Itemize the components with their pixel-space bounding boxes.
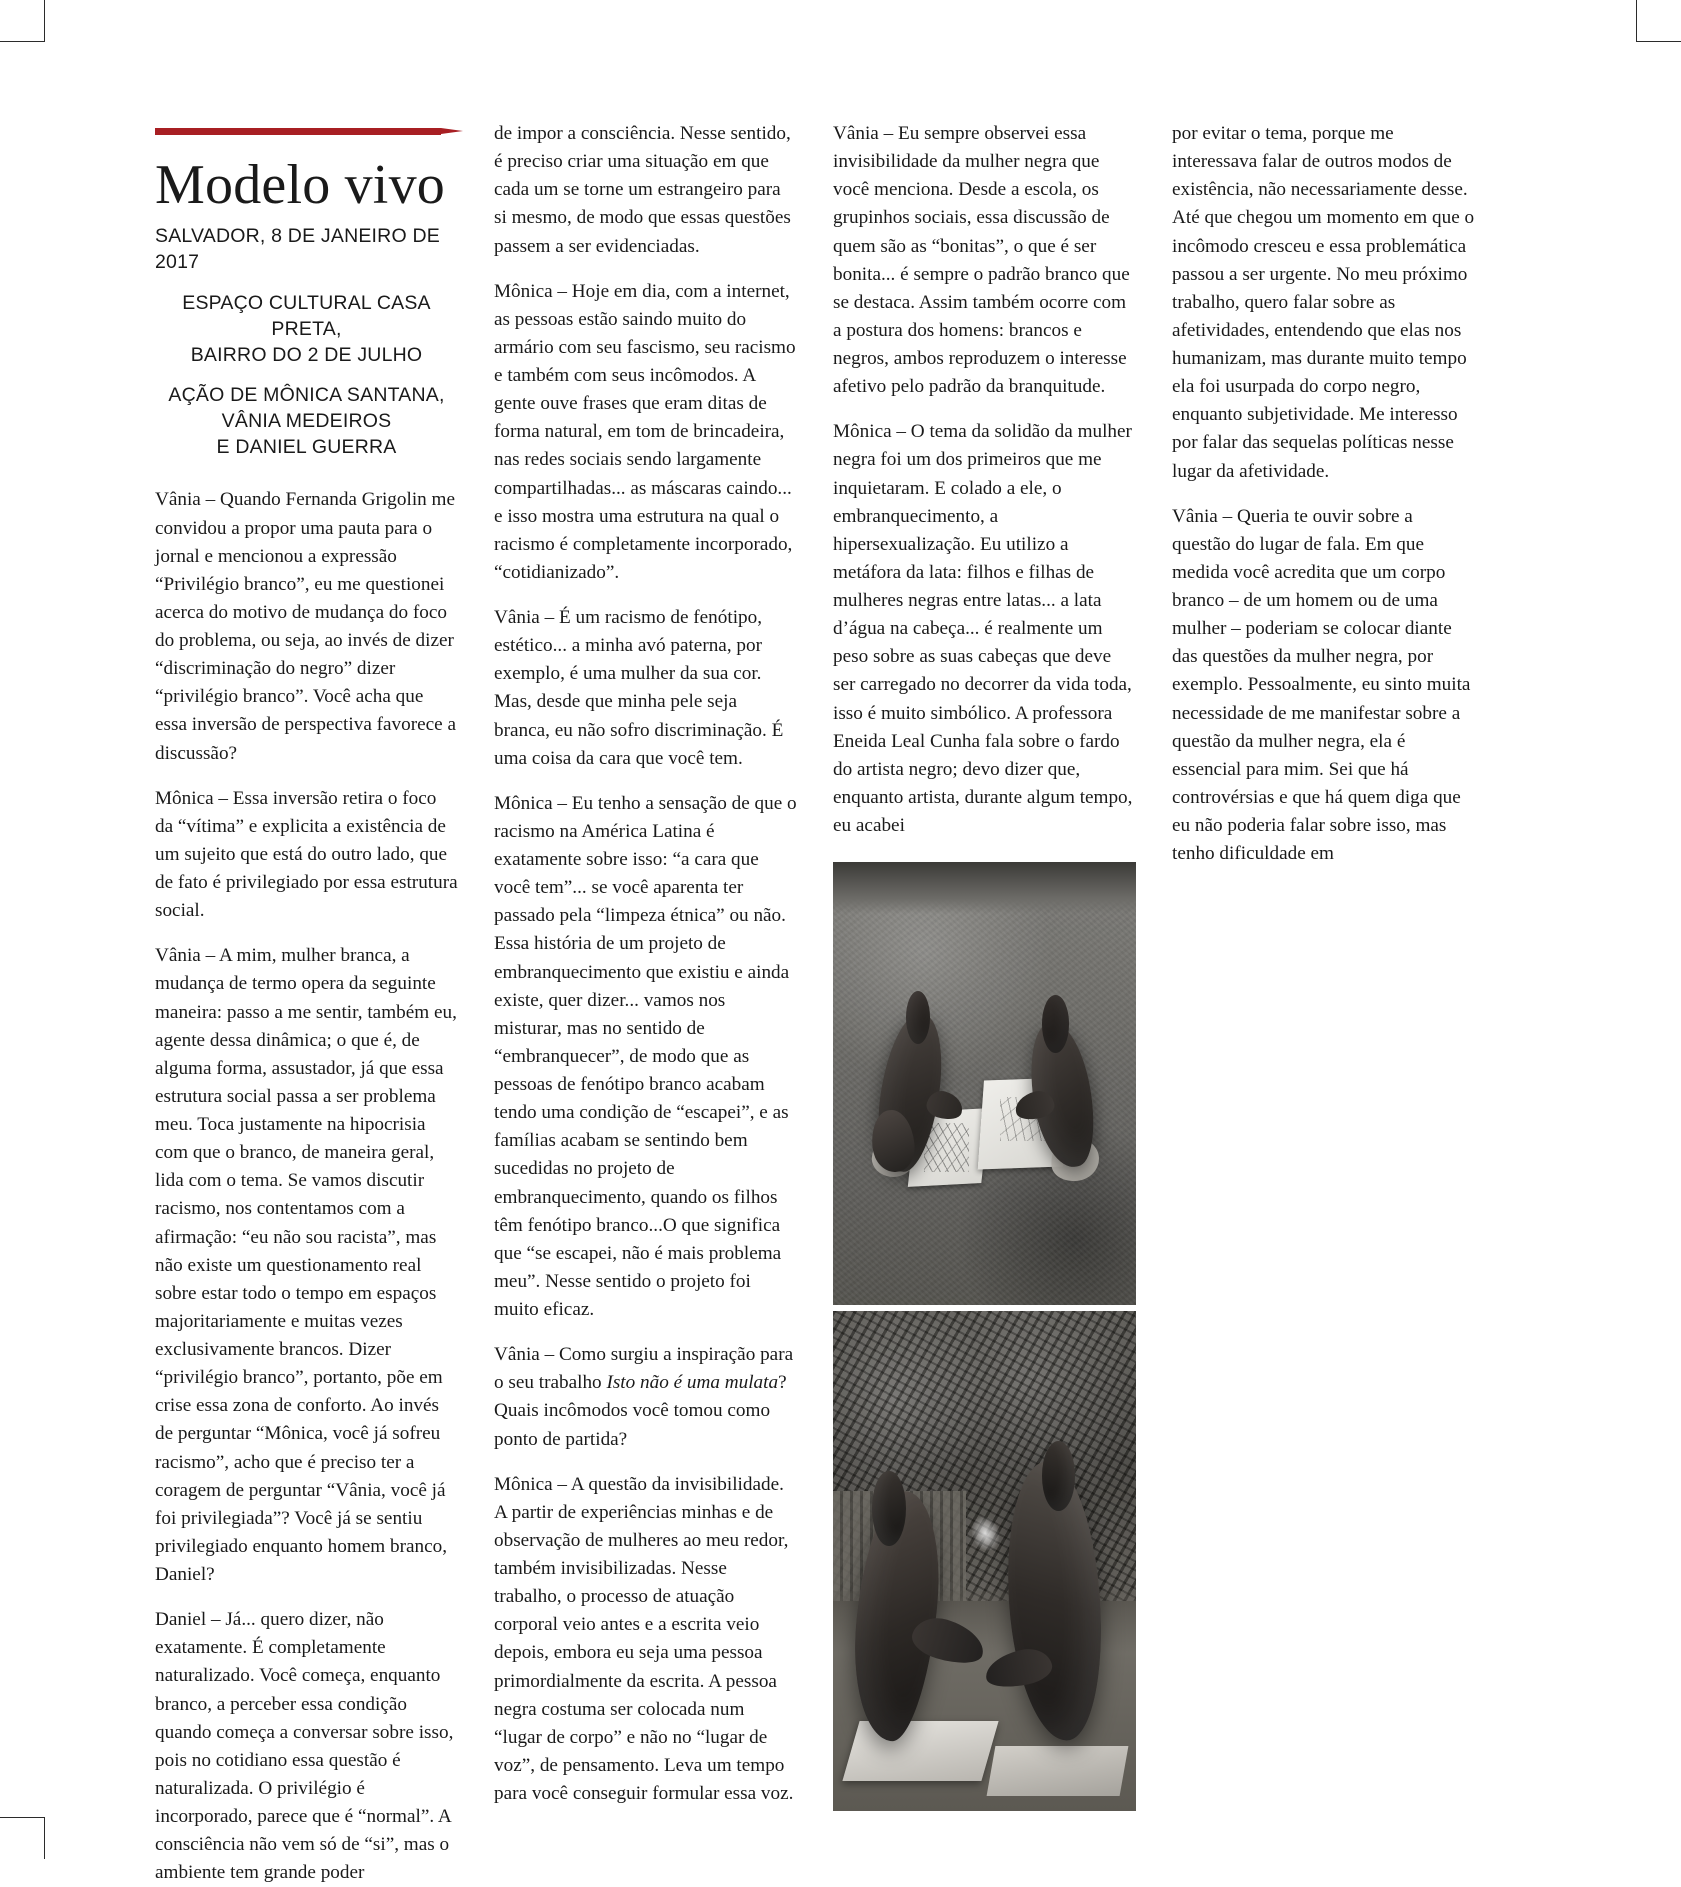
- column-1: [155, 120, 458, 1887]
- credits-line-2: VÂNIA MEDEIROS: [221, 410, 392, 433]
- crop-mark-top-right-horizontal: [1636, 41, 1681, 42]
- credits-line-3: E DANIEL GUERRA: [216, 436, 397, 459]
- page-title: Modelo vivo: [155, 154, 445, 216]
- crop-mark-bottom-left-vertical: [44, 1817, 45, 1859]
- photo-modelo-vivo-2: [833, 1311, 1136, 1811]
- paragraph: Mônica – Hoje em dia, com a internet, as pessoas estão saindo muito do armário com seu fascismo, seu racismo e também com seus incômodos. A gente ouve frases que eram ditas de forma natural, em tom de brincadeira, nas redes sociais sendo largamente compartilhadas... as máscaras caindo... e isso mostra uma estrutura na qual o racismo é completamente incorporado, “cotidianizado”.: [494, 280, 796, 583]
- paragraph: Mônica – A questão da invisibilidade. A partir de experiências minhas e de observação de mulheres ao meu redor, também invisibilizadas. Nesse trabalho, o processo de atuação corporal veio antes e a escrita veio depois, embora eu seja uma pessoa primordialmente da escrita. A pessoa negra costuma ser colocada num “lugar de corpo” e não no “lugar de voz”, de pensamento. Leva um tempo para você conseguir formular essa voz.: [494, 1473, 794, 1804]
- photo-1-figure-left-head: [906, 991, 930, 1044]
- paragraph: Daniel – Já... quero dizer, não exatamente. É completamente naturalizado. Você começa, enquanto branco, a perceber essa condição quando começa a conversar sobre isso, pois no cotidiano essa questão é naturalizada. O privilégio é incorporado, parece que é “normal”. A consciência não vem só de “si”, mas o ambiente tem grande poder: [155, 1609, 454, 1884]
- column-3: [833, 120, 1136, 1887]
- photo-1-background-edge: [833, 862, 1136, 914]
- masthead-rule-arrow: [441, 128, 463, 134]
- dateline: SALVADOR, 8 DE JANEIRO DE 2017: [155, 225, 440, 273]
- paragraph: Mônica – Eu tenho a sensação de que o racismo na América Latina é exatamente sobre isso: “a cara que você tem”... se você aparenta ter passado pela “limpeza étnica” ou não. Essa história de um projeto de embranquecimento que existiu e ainda existe, quer dizer... vamos nos misturar, mas no sentido de “embranquecer”, de modo que as pessoas de fenótipo branco acabam tendo uma condição de “escapei”, e as famílias acabam se sentindo bem sucedidas no projeto de embranquecimento, quando os filhos têm fenótipo branco...O que significa que “se escapei, não é mais problema meu”. Nesse sentido o projeto foi muito eficaz.: [494, 792, 797, 1320]
- credits-line-1: AÇÃO DE MÔNICA SANTANA,: [168, 384, 445, 407]
- masthead-rule: [155, 120, 458, 144]
- credits-block: [155, 382, 458, 460]
- column-4: [1172, 120, 1475, 1887]
- crop-mark-top-left-horizontal: [0, 41, 45, 42]
- crop-mark-top-right-vertical: [1636, 0, 1637, 42]
- venue-line-2: BAIRRO DO 2 DE JULHO: [190, 343, 423, 366]
- column-grid: [155, 120, 1535, 1887]
- crop-mark-top-left-vertical: [44, 0, 45, 42]
- photo-modelo-vivo-1: [833, 862, 1136, 1305]
- paragraph: Vânia – A mim, mulher branca, a mudança de termo opera da seguinte maneira: passo a me sentir, também eu, agente dessa dinâmica; o que é, de alguma forma, assustador, já que essa estrutura social passa a ser problema meu. Toca justamente na hipocrisia com que o branco, de maneira geral, lida com o tema. Se vamos discutir racismo, nos contentamos com a afirmação: “eu não sou racista”, mas não existe um questionamento real sobre estar todo o tempo em espaços majoritariamente e muitas vezes exclusivamente brancos. Dizer “privilégio branco”, portanto, põe em crise essa zona de conforto. Ao invés de perguntar “Mônica, você já sofreu racismo”, acho que é preciso ter a coragem de perguntar “Vânia, você já foi privilegiada”? Você já se sentiu privilegiado enquanto homem branco, Daniel?: [155, 945, 457, 1586]
- photo-2-paper-left: [843, 1721, 1000, 1781]
- article-page: [155, 120, 1535, 1884]
- photo-1-figure-right-head: [1042, 995, 1069, 1053]
- paragraph: por evitar o tema, porque me interessava falar de outros modos de existência, não necessariamente desse. Até que chegou um momento em que o incômodo cresceu e essa problemática passou a ser urgente. No meu próximo trabalho, quero falar sobre as afetividades, entendendo que elas nos humanizam, mas durante muito tempo ela foi usurpada do corpo negro, enquanto subjetividade. Me interesso por falar das sequelas políticas nesse lugar da afetividade.: [1172, 123, 1475, 482]
- crop-mark-bottom-left-horizontal: [0, 1817, 45, 1818]
- photo-2-figure-left-head: [872, 1471, 905, 1546]
- paragraph: Vânia – Eu sempre observei essa invisibilidade da mulher negra que você menciona. Desde a escola, os grupinhos sociais, essa discussão de quem são as “bonitas”, o que é ser bonita... é sempre o padrão branco que se destaca. Assim também ocorre com a postura dos homens: brancos e negros, ambos reproduzem o interesse afetivo pelo padrão da branquitude.: [833, 123, 1130, 398]
- masthead-rule-bar: [155, 128, 441, 135]
- paragraph: Vânia – Quando Fernanda Grigolin me convidou a propor uma pauta para o jornal e mencionou a expressão “Privilégio branco”, eu me questionei acerca do motivo de mudança do foco do problema, ou seja, ao invés de dizer “discriminação do negro” dizer “privilégio branco”. Você acha que essa inversão de perspectiva favorece a discussão?: [155, 489, 456, 764]
- paragraph: Mônica – O tema da solidão da mulher negra foi um dos primeiros que me inquietaram. E colado a ele, o embranquecimento, a hipersexualização. Eu utilizo a metáfora da lata: filhos e filhas de mulheres negras entre latas... a lata d’água na cabeça... é realmente um peso sobre as suas cabeças que deve ser carregado no decorrer da vida toda, isso é muito simbólico. A professora Eneida Leal Cunha fala sobre o fardo do artista negro; devo dizer que, enquanto artista, durante algum tempo, eu acabei: [833, 421, 1133, 836]
- paragraph: Vânia – Queria te ouvir sobre a questão do lugar de fala. Em que medida você acredita que um corpo branco – de um homem ou de uma mulher – poderiam se colocar diante das questões da mulher negra, por exemplo. Pessoalmente, eu sinto muita necessidade de me manifestar sobre a questão da mulher negra, ela é essencial para mim. Sei que há controvérsias e que há quem diga que eu não poderia falar sobre isso, mas tenho dificuldade em: [1172, 505, 1471, 865]
- venue-line-1: ESPAÇO CULTURAL CASA PRETA,: [182, 291, 431, 340]
- paragraph: Vânia – Como surgiu a inspiração para o seu trabalho Isto não é uma mulata? Quais incômodos você tomou como ponto de partida?: [494, 1344, 794, 1450]
- column-2: [494, 120, 797, 1887]
- paragraph: Vânia – É um racismo de fenótipo, estético... a minha avó paterna, por exemplo, é uma mulher da sua cor. Mas, desde que minha pele seja branca, eu não sofro discriminação. É uma coisa da cara que você tem.: [494, 607, 784, 769]
- photo-2-paper-right: [986, 1746, 1128, 1796]
- artwork-title: Isto não é uma mulata: [606, 1372, 779, 1394]
- paragraph: Mônica – Essa inversão retira o foco da “vítima” e explicita a existência de um sujeito que está do outro lado, que de fato é privilegiado por essa estrutura social.: [155, 787, 458, 922]
- paragraph: de impor a consciência. Nesse sentido, é preciso criar uma situação em que cada um se torne um estrangeiro para si mesmo, de modo que essas questões passem a ser evidenciadas.: [494, 123, 791, 257]
- venue-block: [155, 290, 458, 368]
